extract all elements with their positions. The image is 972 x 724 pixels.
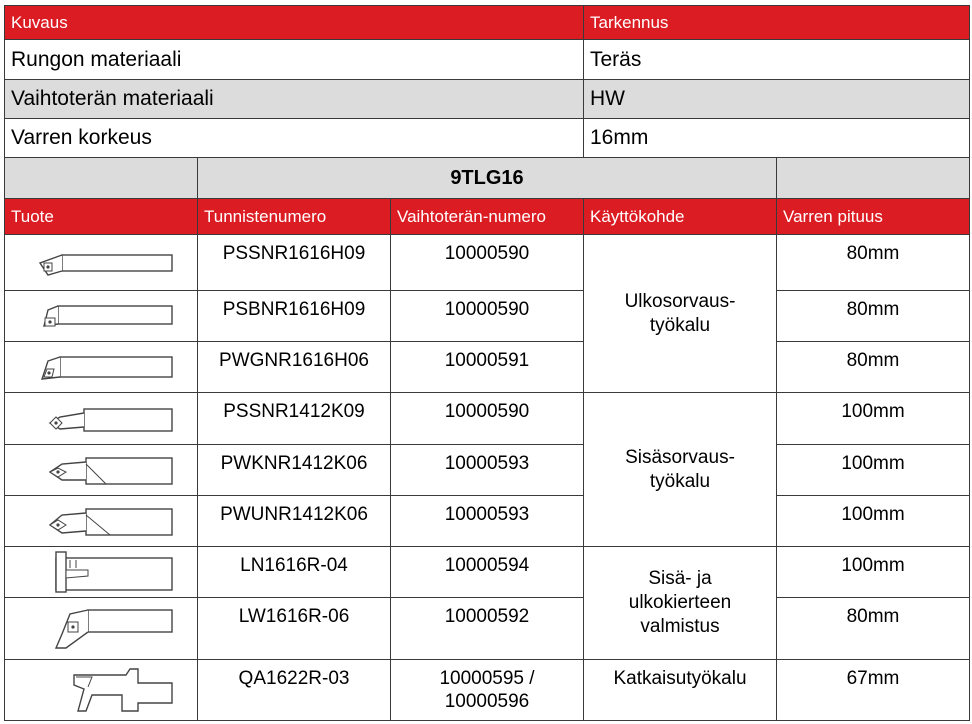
product-row (5, 291, 970, 342)
tool-ln-icon (26, 550, 176, 594)
use-inner-turning: Sisäsorvaus- työkalu (584, 393, 777, 547)
tool-pwknr-icon (26, 450, 176, 490)
spec-header-description: Kuvaus (5, 6, 584, 40)
use-threading: Sisä- ja ulkokierteen valmistus (584, 547, 777, 660)
tool-pwunr-icon (26, 501, 176, 541)
col-header-insert: Vaihtoterän-numero (391, 199, 584, 235)
shank-length: 100mm (777, 445, 970, 496)
product-code: LN1616R-04 (198, 547, 391, 598)
spec-row (5, 80, 970, 119)
insert-number: 10000595 / 10000596 (391, 660, 584, 721)
group-title-row (5, 158, 970, 199)
spec-value: HW (584, 80, 970, 119)
shank-length: 80mm (777, 291, 970, 342)
spec-label: Rungon materiaali (5, 40, 584, 80)
product-code: PWUNR1412K06 (198, 496, 391, 547)
shank-length: 80mm (777, 235, 970, 291)
col-header-use: Käyttökohde (584, 199, 777, 235)
shank-length: 100mm (777, 393, 970, 445)
insert-number: 10000593 (391, 496, 584, 547)
product-row (5, 342, 970, 393)
insert-number: 10000594 (391, 547, 584, 598)
use-outer-turning: Ulkosorvaus- työkalu (584, 235, 777, 393)
spec-value: Teräs (584, 40, 970, 80)
tool-qa-icon (26, 665, 176, 715)
product-row (5, 393, 970, 445)
spec-label: Vaihtoterän materiaali (5, 80, 584, 119)
tool-psbnr-icon (26, 296, 176, 336)
product-code: PSSNR1412K09 (198, 393, 391, 445)
product-row (5, 496, 970, 547)
product-row (5, 235, 970, 291)
product-row (5, 547, 970, 598)
insert-number: 10000592 (391, 598, 584, 660)
insert-number: 10000591 (391, 342, 584, 393)
col-header-code: Tunnistenumero (198, 199, 391, 235)
tool-pssnr-icon (26, 243, 176, 283)
product-code: PSBNR1616H09 (198, 291, 391, 342)
column-header-row (5, 199, 970, 235)
tool-lw-icon (26, 604, 176, 654)
product-row (5, 660, 970, 721)
spec-header-row (5, 6, 970, 40)
spec-table (4, 5, 970, 721)
col-header-product: Tuote (5, 199, 198, 235)
product-code: QA1622R-03 (198, 660, 391, 721)
shank-length: 100mm (777, 547, 970, 598)
product-code: PWKNR1412K06 (198, 445, 391, 496)
product-code: PWGNR1616H06 (198, 342, 391, 393)
tool-pssnr-boring-icon (26, 399, 176, 439)
spec-value: 16mm (584, 119, 970, 158)
insert-number: 10000593 (391, 445, 584, 496)
insert-number: 10000590 (391, 291, 584, 342)
shank-length: 67mm (777, 660, 970, 721)
group-title: 9TLG16 (198, 158, 777, 199)
shank-length: 80mm (777, 342, 970, 393)
col-header-length: Varren pituus (777, 199, 970, 235)
spec-row (5, 40, 970, 80)
product-code: PSSNR1616H09 (198, 235, 391, 291)
insert-number: 10000590 (391, 235, 584, 291)
tool-pwgnr-icon (26, 347, 176, 387)
product-code: LW1616R-06 (198, 598, 391, 660)
use-cutoff: Katkaisutyökalu (584, 660, 777, 721)
product-row (5, 598, 970, 660)
product-row (5, 445, 970, 496)
spec-header-detail: Tarkennus (584, 6, 970, 40)
insert-number: 10000590 (391, 393, 584, 445)
shank-length: 100mm (777, 496, 970, 547)
spec-label: Varren korkeus (5, 119, 584, 158)
shank-length: 80mm (777, 598, 970, 660)
spec-row (5, 119, 970, 158)
